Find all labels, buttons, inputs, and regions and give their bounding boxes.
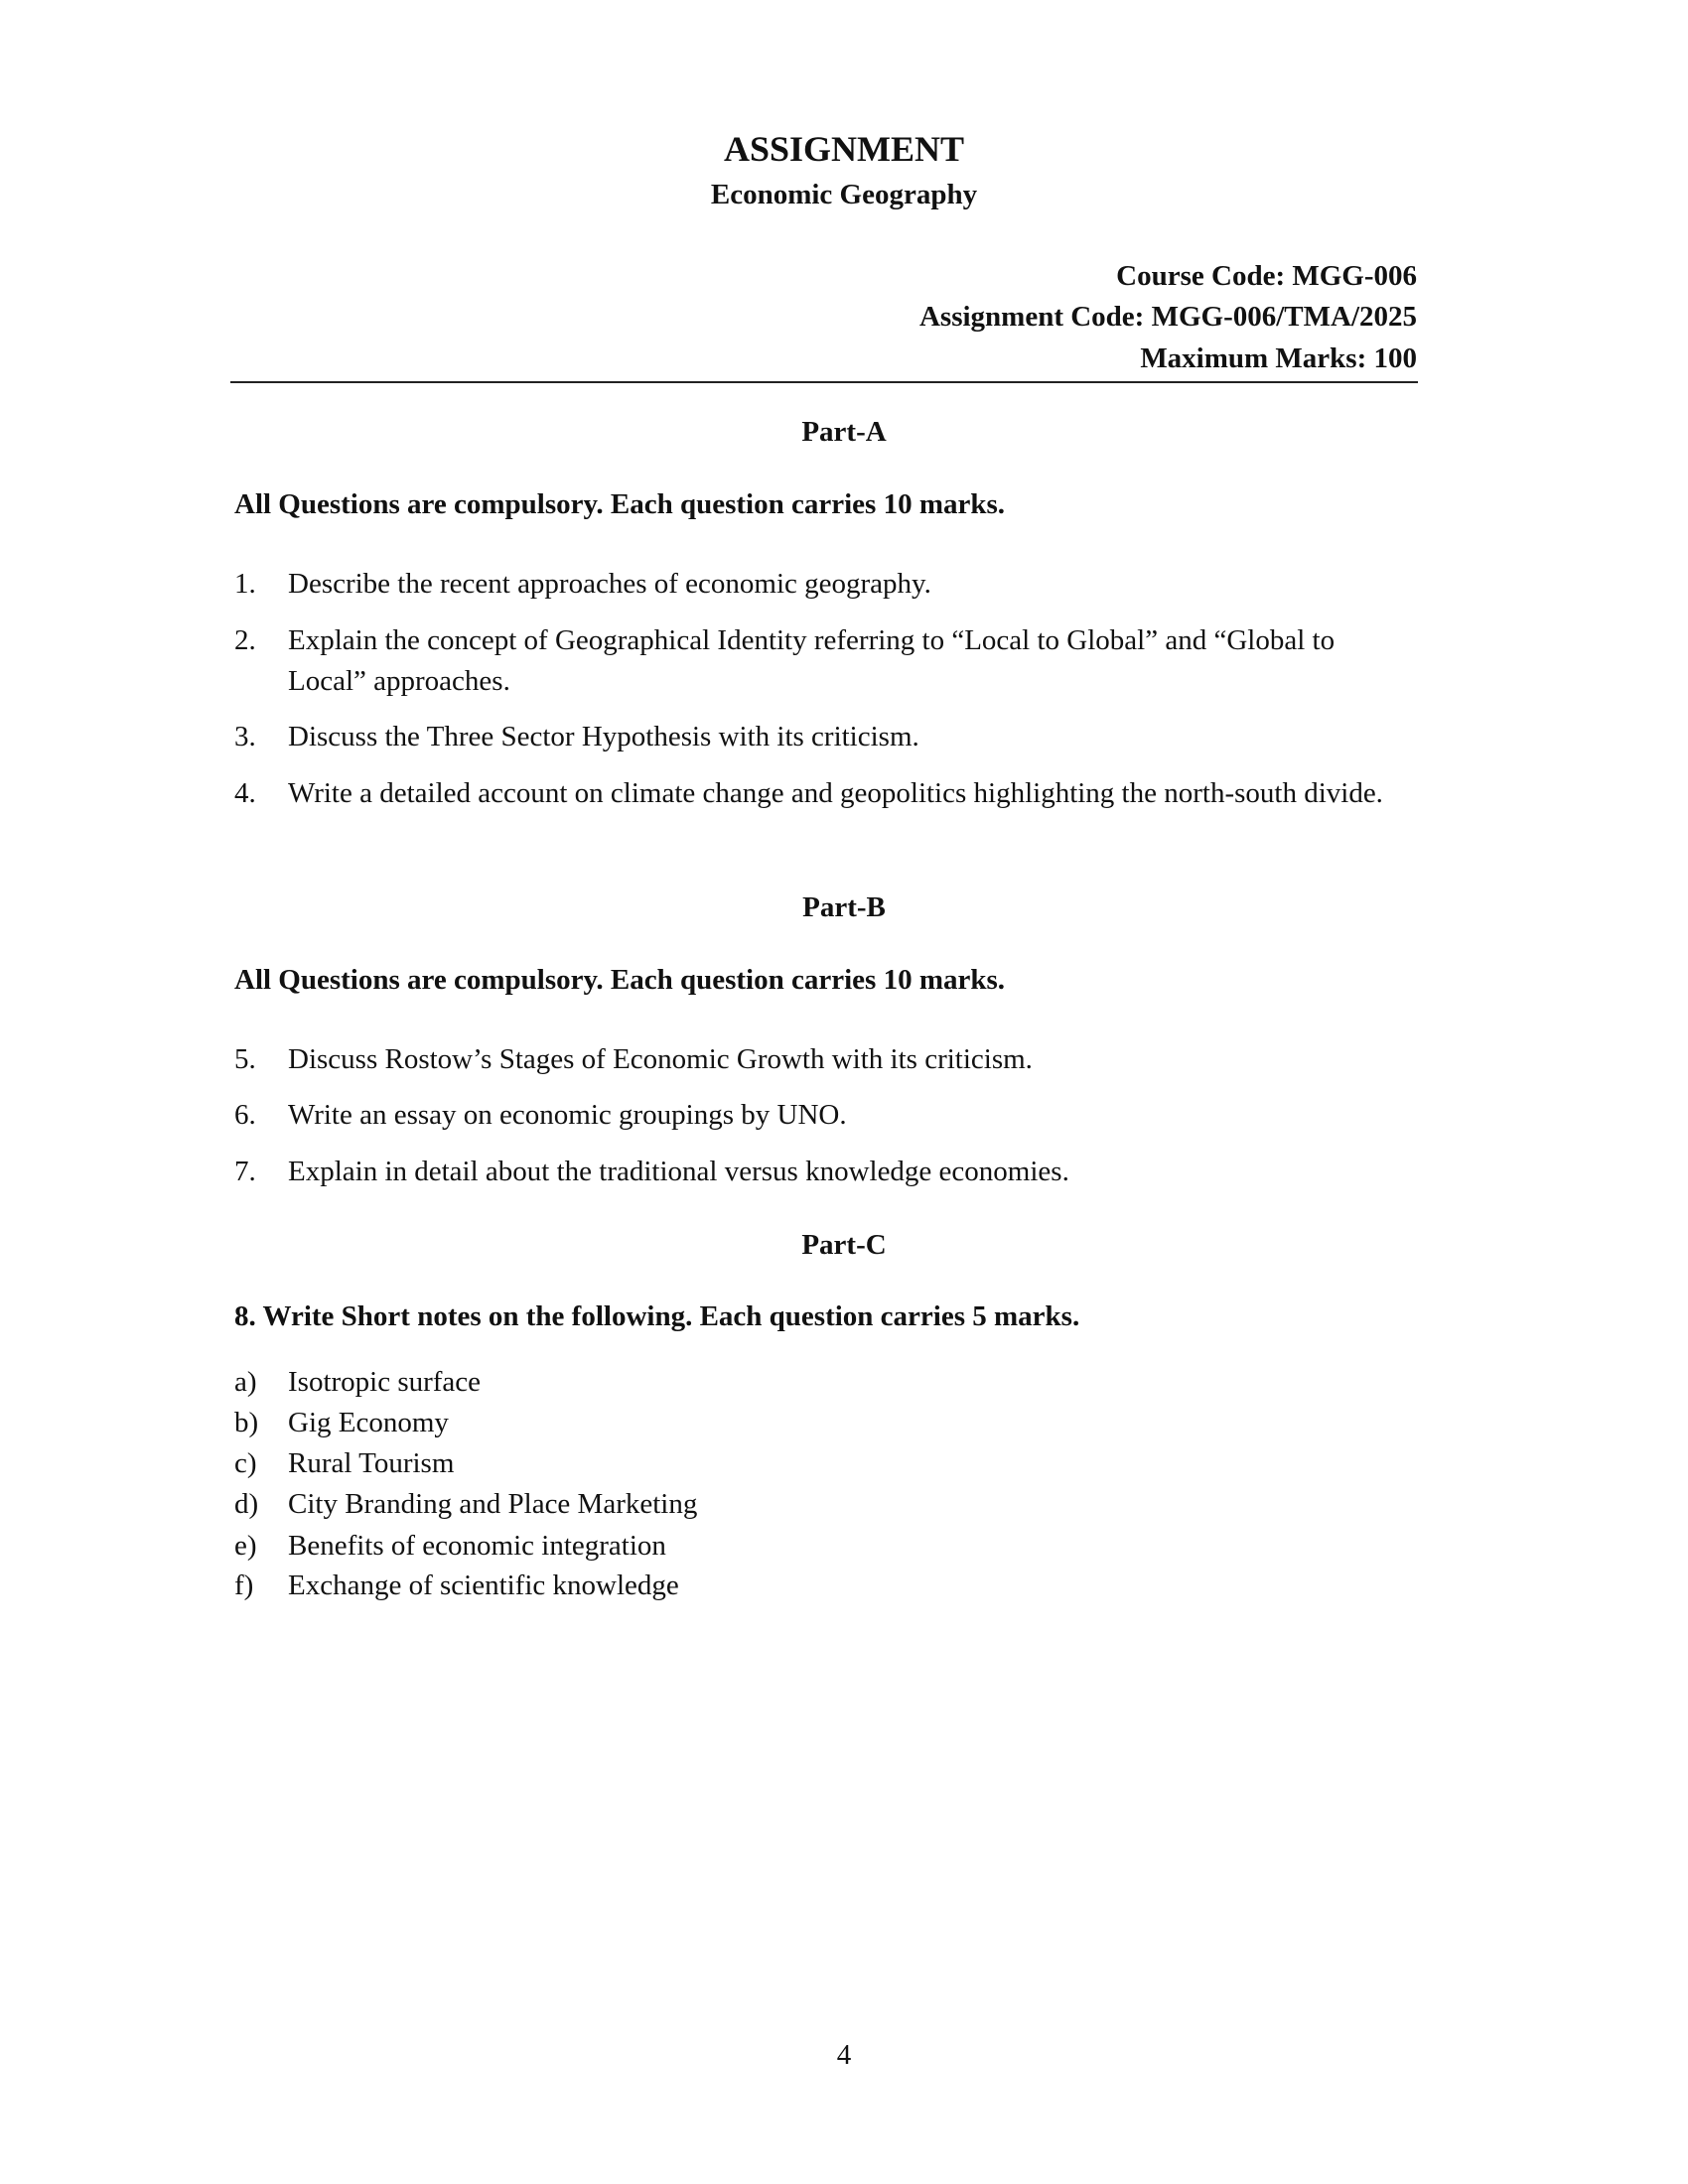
question-item [234, 773, 1416, 814]
question-text: Describe the recent approaches of economic geography. [288, 568, 931, 600]
short-note-text: City Branding and Place Marketing [288, 1488, 698, 1520]
question-number: 6. [234, 1099, 256, 1131]
question-text: Explain the concept of Geographical Identity referring to “Local to Global” and “Global to Local” approaches. [288, 624, 1336, 697]
short-note-letter: a) [234, 1366, 257, 1398]
short-note-text: Exchange of scientific knowledge [288, 1570, 679, 1601]
short-note-item [234, 1568, 679, 1603]
question-text: Explain in detail about the traditional versus knowledge economies. [288, 1156, 1069, 1187]
short-note-item [234, 1405, 449, 1440]
question-item [234, 620, 1416, 702]
short-note-letter: f) [234, 1570, 254, 1601]
question-item [234, 717, 1416, 757]
short-note-letter: c) [234, 1447, 257, 1479]
short-note-item [234, 1445, 454, 1481]
short-note-text: Isotropic surface [288, 1366, 482, 1398]
part-c-instruction: 8. Write Short notes on the following. Each question carries 5 marks. [234, 1300, 1080, 1332]
part-b-heading: Part-B [802, 891, 886, 923]
question-text: Discuss the Three Sector Hypothesis with its criticism. [288, 721, 919, 752]
question-number: 3. [234, 721, 256, 752]
short-note-letter: d) [234, 1488, 259, 1520]
short-note-item [234, 1486, 697, 1522]
short-note-text: Rural Tourism [288, 1447, 455, 1479]
course-code: Course Code: MGG-006 [1116, 260, 1417, 292]
question-number: 2. [234, 624, 256, 656]
question-item [234, 1095, 1416, 1136]
part-a-instruction: All Questions are compulsory. Each question carries 10 marks. [234, 488, 1006, 520]
short-note-letter: e) [234, 1530, 257, 1562]
question-text: Write an essay on economic groupings by UNO. [288, 1099, 847, 1131]
part-a-heading: Part-A [801, 416, 887, 448]
short-note-text: Benefits of economic integration [288, 1530, 666, 1562]
question-number: 7. [234, 1156, 256, 1187]
maximum-marks: Maximum Marks: 100 [1140, 342, 1417, 374]
question-text: Discuss Rostow’s Stages of Economic Growth with its criticism. [288, 1043, 1033, 1075]
part-b-instruction: All Questions are compulsory. Each question carries 10 marks. [234, 964, 1006, 996]
short-note-text: Gig Economy [288, 1407, 449, 1438]
assignment-code: Assignment Code: MGG-006/TMA/2025 [918, 301, 1417, 333]
part-c-heading: Part-C [801, 1229, 887, 1261]
question-number: 1. [234, 568, 256, 600]
question-item [234, 564, 1416, 605]
question-text: Write a detailed account on climate change and geopolitics highlighting the north-south divide. [288, 777, 1383, 809]
header-divider [230, 381, 1418, 383]
question-item [234, 1039, 1416, 1080]
page-number: 4 [836, 2039, 852, 2071]
short-note-letter: b) [234, 1407, 259, 1438]
document-title: ASSIGNMENT [723, 129, 965, 169]
short-note-item [234, 1364, 481, 1400]
short-note-item [234, 1528, 666, 1564]
question-number: 5. [234, 1043, 256, 1075]
question-number: 4. [234, 777, 256, 809]
document-subtitle: Economic Geography [710, 179, 978, 210]
question-item [234, 1152, 1416, 1192]
